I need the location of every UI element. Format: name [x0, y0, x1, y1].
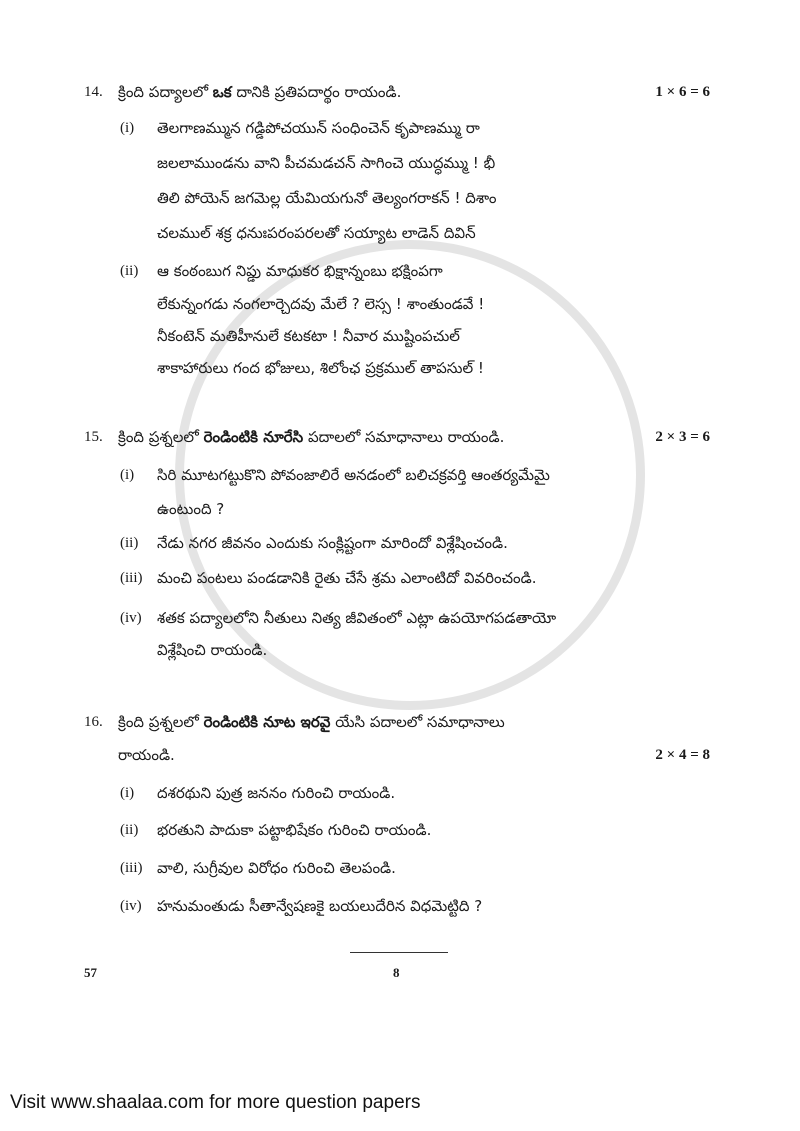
q14-ii-line: శాకాహారులు గంద భోజులు, శిలోంఛ ప్రక్రముల్ తాపసుల్ ! [157, 359, 484, 377]
q16-part-i [120, 783, 710, 803]
q15-pre: క్రింది ప్రశ్నలలో [118, 428, 204, 446]
q16-text [118, 712, 710, 732]
q14-i-line: జలలాముండను వాని పీచమడచన్ సాగించె యుద్ధమ్ము ! భీ [157, 154, 496, 172]
q16-bold: రెండింటికి నూట ఇరవై [203, 713, 331, 731]
q16-part-iii [120, 858, 710, 878]
q14-i-line: తెలగాణమ్మున గడ్డిపోచయున్ సంధించెన్ కృపాణమ్ము రా [157, 119, 480, 137]
q14-bold: ఒక [212, 83, 232, 101]
q14-ii-line: ఆ కంఠంబుగ నిప్డు మాధుకర భిక్షాన్నంబు భక్షింపగా [157, 262, 443, 280]
question-page [84, 82, 710, 953]
q15-marks: 2 × 3 = 6 [655, 429, 710, 445]
q15-iv-line: శతక పద్యాలలోని నీతులు నిత్య జీవితంలో ఎట్లా ఉపయోగపడతాయో [157, 609, 557, 627]
q15-part-i [120, 465, 710, 519]
q14-pre: క్రింది పద్యాలలో [118, 83, 213, 101]
q16-post: యేసి పదాలలో సమాధానాలు [330, 713, 505, 731]
q15-part-ii [120, 533, 710, 553]
q15-iv-line: విశ్లేషించి రాయండి. [157, 641, 268, 659]
q14-part-i [120, 118, 710, 243]
q16-ii-label: (ii) [120, 822, 139, 838]
q15-ii-label: (ii) [120, 535, 139, 551]
q16-part-iv [120, 896, 710, 916]
q14-i-label: (i) [120, 120, 135, 136]
q15-iii-label: (iii) [120, 570, 143, 586]
q15-post: పదాలలో సమాధానాలు రాయండి. [303, 428, 505, 446]
q16-i-line: దశరథుని పుత్ర జననం గురించి రాయండి. [157, 784, 396, 802]
q14-ii-line: లేకున్నంగడు నంగలార్చెదవు మేలే ? లెస్స ! శాంతుండవే ! [157, 295, 485, 313]
q14-marks: 1 × 6 = 6 [655, 84, 710, 100]
q14-i-line: తిలి పోయెన్ జగమెల్ల యేమియగునో తెల్యంగరాకన్ ! దిశాం [157, 189, 497, 207]
q16-text-line2: రాయండి. [118, 746, 175, 764]
q14-ii-label: (ii) [120, 263, 139, 279]
q15-i-line: ఉంటుంది ? [157, 500, 225, 518]
q16-heading-line2 [84, 745, 710, 765]
q15-text [118, 427, 641, 447]
q15-part-iii [120, 568, 710, 588]
q15-iii-line: మంచి పంటలు పండడానికి రైతు చేసే శ్రమ ఎలాంటిదో వివరించండి. [157, 569, 537, 587]
q16-iii-label: (iii) [120, 860, 143, 876]
q15-heading [84, 427, 710, 447]
q14-number: 14. [84, 84, 103, 100]
q16-iii-line: వాలి, సుగ్రీవుల విరోధం గురించి తెలపండి. [157, 859, 396, 877]
q14-post: దానికి ప్రతిపదార్థం రాయండి. [231, 83, 402, 101]
q16-part-ii [120, 820, 710, 840]
q16-iv-label: (iv) [120, 898, 142, 914]
q14-part-ii [120, 261, 710, 378]
q16-pre: క్రింది ప్రశ్నలలో [118, 713, 204, 731]
q16-i-label: (i) [120, 785, 135, 801]
q14-ii-line: నీకంటెన్ మతిహీనులే కటకటా ! నీవార ముష్టింపచుల్ [157, 327, 460, 345]
page-number: 8 [393, 965, 400, 980]
q15-part-iv [120, 608, 710, 660]
q15-i-label: (i) [120, 467, 135, 483]
q16-heading [84, 712, 710, 732]
q15-ii-line: నేడు నగర జీవనం ఎందుకు సంక్లిష్టంగా మారిందో విశ్లేషించండి. [157, 534, 508, 552]
q16-ii-line: భరతుని పాదుకా పట్టాభిషేకం గురించి రాయండి. [157, 821, 432, 839]
q14-heading [84, 82, 710, 102]
q16-marks: 2 × 4 = 8 [655, 747, 710, 763]
q14-text [118, 82, 641, 102]
q16-number: 16. [84, 714, 103, 730]
q15-bold: రెండింటికి నూరేసి [203, 428, 304, 446]
end-rule [350, 952, 448, 953]
visit-link[interactable]: Visit www.shaalaa.com for more question papers [10, 1092, 421, 1113]
paper-code: 57 [84, 965, 97, 980]
q16-iv-line: హనుమంతుడు సీతాన్వేషణకై బయలుదేరిన విధమెట్టిది ? [157, 897, 483, 915]
q14-i-line: చలముల్ శక్ర ధనుఃపరంపరలతో సయ్యాట లాడెన్ దివిన్ [157, 224, 476, 242]
q15-i-line: సిరి మూటగట్టుకొని పోవంజాలిరే అనడంలో బలిచక్రవర్తి ఆంతర్యమేమై [157, 466, 550, 484]
q15-number: 15. [84, 429, 103, 445]
q15-iv-label: (iv) [120, 610, 142, 626]
